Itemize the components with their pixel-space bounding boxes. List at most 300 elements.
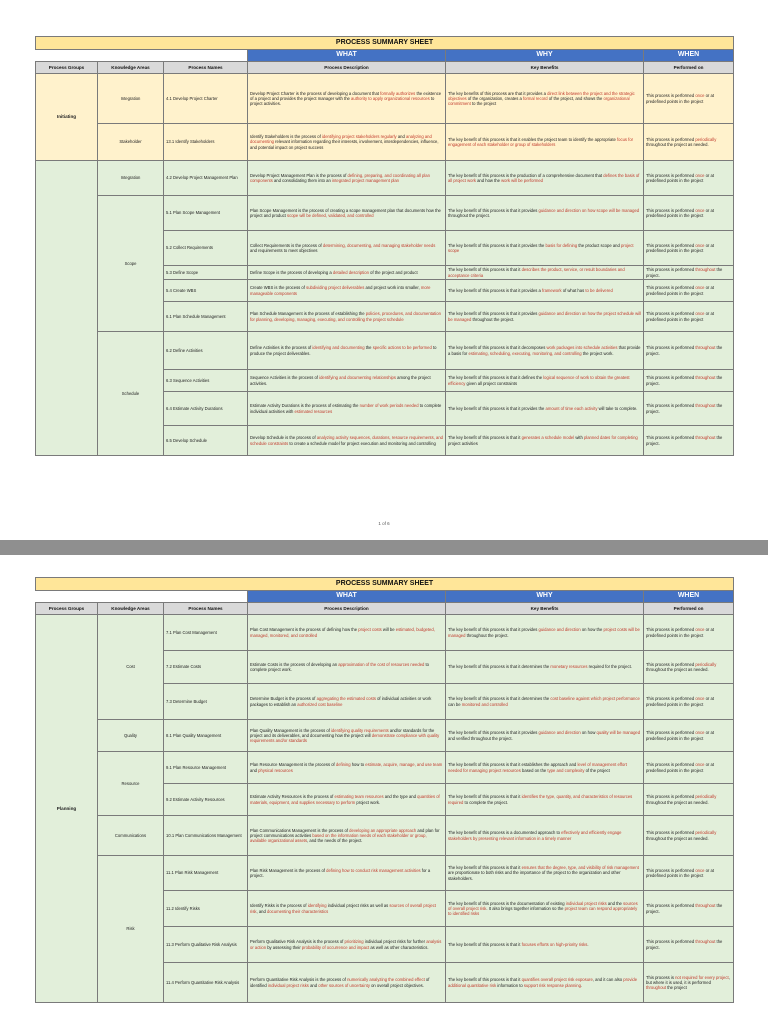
highlighted-text: once bbox=[695, 311, 705, 317]
text-segment: that provide a basis for bbox=[448, 345, 641, 356]
text-segment: and verified throughout the project. bbox=[448, 735, 513, 741]
highlighted-text: more manageable components bbox=[250, 285, 431, 296]
text-segment: or at predefined points in the project bbox=[646, 867, 714, 878]
process-description bbox=[248, 332, 446, 370]
text-segment: of individual activities or work packages to establish an bbox=[250, 696, 432, 707]
key-benefits bbox=[446, 426, 644, 456]
text-segment: Identify Risks is the process of bbox=[250, 903, 308, 909]
highlighted-text: authorized cost baseline bbox=[297, 701, 343, 707]
text-segment: Develop Schedule is the process of bbox=[250, 435, 317, 441]
text-segment: and bbox=[250, 767, 259, 773]
process-name: 4.1 Develop Project Charter bbox=[164, 74, 248, 124]
text-segment: how to bbox=[350, 762, 366, 768]
process-description bbox=[248, 816, 446, 856]
performed-on bbox=[644, 231, 734, 266]
text-segment: The key benefit of this process is that it determines the bbox=[448, 696, 551, 702]
area-schedule: Schedule bbox=[98, 332, 164, 456]
sheet-title: PROCESS SUMMARY SHEET bbox=[36, 578, 734, 591]
process-description bbox=[248, 124, 446, 161]
text-segment: throughout the project. bbox=[471, 316, 515, 322]
text-segment: of the project bbox=[584, 767, 610, 773]
process-description bbox=[248, 615, 446, 651]
what-header: WHAT bbox=[248, 50, 446, 62]
performed-on bbox=[644, 651, 734, 684]
text-segment: to project activities. bbox=[250, 95, 435, 107]
text-segment: , and the needs of the project. bbox=[307, 838, 363, 844]
text-segment: Plan Risk Management is the process of bbox=[250, 867, 327, 873]
highlighted-text: effectively and efficiently engage stakeholders by presenting relevant information in a timely manner bbox=[448, 830, 622, 841]
text-segment: project activities bbox=[448, 440, 478, 446]
highlighted-text: quality will be managed bbox=[596, 730, 641, 736]
text-segment: The key benefit of this process is that it provides a bbox=[448, 287, 543, 293]
text-segment: This process is performed bbox=[646, 830, 696, 836]
text-segment: The key benefit of this process is that it provides the bbox=[448, 405, 546, 411]
text-segment: This process is performed bbox=[646, 207, 696, 213]
highlighted-text: generates a schedule model bbox=[521, 435, 575, 441]
col-process-groups: Process Groups bbox=[36, 62, 98, 74]
highlighted-text: documenting their characteristics bbox=[267, 908, 329, 914]
text-segment: to complete the project. bbox=[463, 799, 509, 805]
col-process-names: Process Names bbox=[164, 62, 248, 74]
text-segment: throughout the project as needed. bbox=[646, 667, 709, 672]
text-segment: Perform Quantitative Risk Analysis is the process of bbox=[250, 977, 348, 983]
highlighted-text: physical resources bbox=[258, 767, 293, 773]
col-key-benefits: Key Benefits bbox=[446, 603, 644, 615]
process-description bbox=[248, 231, 446, 266]
process-description bbox=[248, 280, 446, 302]
text-segment: The key benefit of this process is that it provides bbox=[448, 207, 539, 213]
text-segment: The key benefit of this process is that it bbox=[448, 865, 522, 871]
text-segment: This process is performed bbox=[646, 661, 696, 667]
text-segment: to produce the project deliverables. bbox=[250, 345, 437, 356]
highlighted-text: defining, preparing, and coordinating all plan components bbox=[250, 172, 430, 183]
col-knowledge-areas: Knowledge Areas bbox=[98, 62, 164, 74]
highlighted-text: planned dates for completing bbox=[583, 435, 638, 441]
highlighted-text: guidance and direction bbox=[538, 730, 581, 736]
key-benefits bbox=[446, 231, 644, 266]
highlighted-text: identifying quality requirements bbox=[331, 727, 389, 733]
highlighted-text: once bbox=[695, 762, 705, 768]
header-spacer bbox=[36, 591, 248, 603]
text-segment: will be bbox=[381, 627, 396, 633]
process-description bbox=[248, 684, 446, 720]
highlighted-text: periodically bbox=[695, 661, 717, 667]
text-segment: or at predefined points in the project bbox=[646, 242, 714, 253]
text-segment: This process is performed bbox=[646, 172, 696, 178]
text-segment: This process is performed bbox=[646, 435, 696, 441]
text-segment: and consolidating them into an bbox=[272, 178, 332, 183]
highlighted-text: throughout bbox=[695, 345, 716, 351]
text-segment: This process is performed bbox=[646, 762, 696, 768]
text-segment: Identify Stakeholders is the process of bbox=[250, 134, 322, 140]
text-segment: can be bbox=[448, 701, 462, 707]
text-segment: Plan Resource Management is the process of bbox=[250, 762, 336, 768]
key-benefits bbox=[446, 161, 644, 196]
text-segment: and plan for project communications activities bbox=[250, 827, 440, 838]
key-benefits bbox=[446, 651, 644, 684]
what-header: WHAT bbox=[248, 591, 446, 603]
performed-on bbox=[644, 124, 734, 161]
text-segment: of the organization, creates a bbox=[466, 95, 523, 101]
highlighted-text: framework bbox=[542, 287, 562, 293]
text-segment: This process is performed bbox=[646, 794, 696, 800]
performed-on bbox=[644, 74, 734, 124]
highlighted-text: estimating, scheduling, executing, monitoring, and controlling bbox=[468, 350, 582, 356]
key-benefits bbox=[446, 927, 644, 963]
highlighted-text: basis for defining bbox=[545, 242, 578, 248]
process-description bbox=[248, 891, 446, 927]
text-segment: the project. bbox=[646, 939, 723, 950]
text-segment: Collect Requirements is the process of bbox=[250, 242, 323, 248]
text-segment: Estimate Activity Resources is the process of bbox=[250, 794, 335, 800]
highlighted-text: amount of time each activity bbox=[545, 405, 598, 411]
highlighted-text: focus for engagement of each stakeholder or group of stakeholders bbox=[448, 136, 634, 147]
highlighted-text: project scope bbox=[448, 242, 634, 253]
highlighted-text: determining, documenting, and managing stakeholder needs bbox=[322, 242, 436, 248]
text-segment: Develop Project Management Plan is the process of bbox=[250, 172, 348, 178]
text-segment: the project work. bbox=[581, 350, 614, 356]
text-segment: This process is performed bbox=[646, 93, 696, 99]
highlighted-text: level of management effort needed for managing project resources bbox=[448, 762, 627, 773]
text-segment: This process is performed bbox=[646, 627, 696, 633]
highlighted-text: type and complexity bbox=[547, 767, 585, 773]
why-header: WHY bbox=[446, 591, 644, 603]
text-segment: individual project risks as well as bbox=[326, 903, 390, 909]
area-stakeholder: Stakeholder bbox=[98, 124, 164, 161]
process-name: 6.3 Sequence Activities bbox=[164, 370, 248, 392]
text-segment: and requirements to meet objectives bbox=[250, 248, 318, 253]
highlighted-text: work packages into schedule activities bbox=[546, 345, 618, 351]
performed-on bbox=[644, 752, 734, 784]
text-segment: will take to complete. bbox=[597, 405, 638, 411]
performed-on bbox=[644, 280, 734, 302]
text-segment: Sequence Activities is the process of bbox=[250, 375, 320, 381]
performed-on bbox=[644, 302, 734, 332]
text-segment: Plan Cost Management is the process of defining how the bbox=[250, 627, 359, 633]
process-description bbox=[248, 784, 446, 816]
highlighted-text: throughout bbox=[695, 435, 716, 441]
text-segment: or at predefined points in the project bbox=[646, 93, 714, 104]
highlighted-text: monitored and controlled bbox=[461, 701, 508, 707]
sheet-title: PROCESS SUMMARY SHEET bbox=[36, 37, 734, 50]
text-segment: Estimate Activity Durations is the process of estimating the bbox=[250, 403, 360, 409]
text-segment: Define Scope is the process of developing a bbox=[250, 269, 333, 275]
text-segment: the bbox=[364, 345, 373, 351]
highlighted-text: formal record bbox=[522, 95, 548, 101]
process-name: 5.2 Collect Requirements bbox=[164, 231, 248, 266]
area-integration: Integration bbox=[98, 161, 164, 196]
highlighted-text: policies, procedures, and documentation for planning, developing, managing, executing, and controlling the project schedule bbox=[250, 311, 441, 322]
text-segment: or at predefined points in the project bbox=[646, 762, 714, 773]
performed-on bbox=[644, 370, 734, 392]
performed-on bbox=[644, 816, 734, 856]
text-segment: , and bbox=[256, 908, 267, 914]
process-name: 9.2 Estimate Activity Resources bbox=[164, 784, 248, 816]
highlighted-text: probability of occurrence and impact bbox=[301, 944, 370, 950]
highlighted-text: focuses efforts on high-priority risks bbox=[521, 941, 588, 947]
area-communications: Communications bbox=[98, 816, 164, 856]
text-segment: on how bbox=[580, 730, 597, 736]
process-description bbox=[248, 74, 446, 124]
key-benefits bbox=[446, 124, 644, 161]
text-segment: required for the project. bbox=[587, 664, 632, 670]
text-segment: or at predefined points in the project bbox=[646, 696, 714, 707]
process-summary-sheet bbox=[35, 36, 733, 456]
col-performed-on: Performed on bbox=[644, 603, 734, 615]
highlighted-text: identifying bbox=[307, 903, 327, 909]
text-segment: . bbox=[587, 941, 589, 947]
highlighted-text: once bbox=[695, 627, 705, 633]
text-segment: throughout the project as needed. bbox=[646, 799, 709, 805]
highlighted-text: once bbox=[695, 696, 705, 702]
text-segment: This process is performed bbox=[646, 136, 696, 142]
highlighted-text: once bbox=[695, 285, 705, 291]
text-segment: , and it can also bbox=[592, 977, 624, 983]
highlighted-text: quantifies overall project risk exposure bbox=[521, 977, 593, 983]
key-benefits bbox=[446, 856, 644, 891]
highlighted-text: authority to apply organizational resources bbox=[351, 95, 430, 101]
text-segment: The key benefit of this process is the documentation of existing bbox=[448, 900, 566, 906]
text-segment: or at predefined points in the project bbox=[646, 311, 714, 322]
text-segment: Define Activities is the process of bbox=[250, 345, 313, 351]
text-segment: among the project activities. bbox=[250, 375, 431, 386]
text-segment: to complete individual activities with bbox=[250, 403, 442, 414]
area-quality: Quality bbox=[98, 720, 164, 752]
col-process-names: Process Names bbox=[164, 603, 248, 615]
highlighted-text: once bbox=[695, 867, 705, 873]
highlighted-text: ensures that the degree, type, and visibility of risk management bbox=[521, 865, 639, 871]
highlighted-text: project costs bbox=[358, 627, 382, 633]
highlighted-text: logical sequence of work to obtain the greatest efficiency bbox=[448, 375, 630, 386]
key-benefits bbox=[446, 266, 644, 280]
text-segment: throughout the project. bbox=[448, 213, 490, 218]
performed-on bbox=[644, 161, 734, 196]
text-segment: the project bbox=[666, 985, 687, 991]
highlighted-text: direct link between the project and the strategic objectives bbox=[448, 90, 635, 101]
text-segment: to create a schedule model for project execution and monitoring and controlling bbox=[288, 440, 436, 446]
highlighted-text: throughout bbox=[695, 903, 716, 909]
process-description bbox=[248, 963, 446, 1003]
text-segment: The key benefit of this process is that it decomposes bbox=[448, 345, 547, 351]
highlighted-text: specific actions to be performed bbox=[372, 345, 432, 351]
text-segment: This process is performed bbox=[646, 311, 696, 317]
highlighted-text: estimated resources bbox=[294, 408, 333, 414]
process-description bbox=[248, 856, 446, 891]
text-segment: Plan Quality Management is the process of bbox=[250, 727, 331, 733]
area-integration: Integration bbox=[98, 74, 164, 124]
document-page-2 bbox=[0, 555, 768, 1024]
text-segment: relevant information regarding their interests, involvement, interdependencies, influence, and potential impact on project success bbox=[250, 139, 439, 150]
area-risk: Risk bbox=[98, 856, 164, 1003]
highlighted-text: provide additional quantitative risk bbox=[448, 977, 638, 988]
text-segment: Estimate Costs is the process of developing an bbox=[250, 661, 339, 667]
text-segment: and the type and bbox=[383, 794, 418, 800]
text-segment: This process is performed bbox=[646, 375, 696, 381]
text-segment: on overall project objectives. bbox=[369, 982, 424, 988]
process-description bbox=[248, 266, 446, 280]
highlighted-text: throughout bbox=[695, 267, 716, 273]
text-segment: This process is performed bbox=[646, 345, 696, 351]
text-segment: or at predefined points in the project bbox=[646, 285, 714, 296]
highlighted-text: to be delivered bbox=[585, 287, 613, 293]
performed-on bbox=[644, 266, 734, 280]
process-name: 7.1 Plan Cost Management bbox=[164, 615, 248, 651]
key-benefits bbox=[446, 816, 644, 856]
process-name: 11.1 Plan Risk Management bbox=[164, 856, 248, 891]
highlighted-text: identifying project stakeholders regularly bbox=[321, 134, 397, 140]
process-name: 7.2 Estimate Costs bbox=[164, 651, 248, 684]
text-segment: The key benefit of this process is a documented approach to bbox=[448, 830, 562, 836]
highlighted-text: identifying and documenting bbox=[312, 345, 365, 351]
highlighted-text: work will be performed bbox=[501, 178, 543, 183]
highlighted-text: throughout bbox=[695, 939, 716, 945]
text-segment: of the project, and shows the bbox=[547, 95, 604, 101]
process-name: 8.1 Plan Quality Management bbox=[164, 720, 248, 752]
performed-on bbox=[644, 615, 734, 651]
col-key-benefits: Key Benefits bbox=[446, 62, 644, 74]
text-segment: This process is performed bbox=[646, 285, 696, 291]
text-segment: individual project risks for further bbox=[363, 939, 427, 945]
text-segment: Perform Qualitative Risk Analysis is the process of bbox=[250, 939, 345, 945]
highlighted-text: formally authorizes bbox=[380, 90, 416, 96]
text-segment: The key benefit of this process is that it bbox=[448, 794, 522, 800]
area-cost: Cost bbox=[98, 615, 164, 720]
highlighted-text: analyzing activity sequences, durations, resource requirements, and schedule constraints bbox=[250, 435, 443, 446]
highlighted-text: defining bbox=[335, 762, 351, 768]
key-benefits bbox=[446, 963, 644, 1003]
key-benefits bbox=[446, 370, 644, 392]
performed-on bbox=[644, 891, 734, 927]
when-header: WHEN bbox=[644, 50, 734, 62]
process-name: 6.1 Plan Schedule Management bbox=[164, 302, 248, 332]
text-segment: with bbox=[574, 435, 584, 441]
text-segment: are proportionate to both risks and the importance of the project to the organization and other stakeholders. bbox=[448, 870, 621, 881]
highlighted-text: once bbox=[695, 730, 705, 736]
group-planning: Planning bbox=[36, 615, 98, 1003]
process-summary-sheet bbox=[35, 577, 733, 1003]
text-segment: the project. bbox=[646, 903, 723, 914]
text-segment: and bbox=[308, 982, 319, 988]
key-benefits bbox=[446, 891, 644, 927]
text-segment: The key benefit of this process is that it bbox=[448, 977, 522, 983]
col-knowledge-areas: Knowledge Areas bbox=[98, 603, 164, 615]
text-segment: This process is performed bbox=[646, 242, 696, 248]
highlighted-text: analysis or action bbox=[250, 939, 442, 950]
text-segment: to the project bbox=[470, 101, 497, 107]
highlighted-text: defining how to conduct risk management activities bbox=[326, 867, 421, 873]
text-segment: The key benefit of this process is that it enables the project team to identify the appropriate bbox=[448, 136, 617, 142]
text-segment: the existence of a project and provides the project manager with the bbox=[250, 90, 442, 101]
text-segment: throughout the project as needed. bbox=[646, 835, 709, 841]
text-segment: for a project. bbox=[250, 867, 431, 878]
text-segment: throughout the project as needed. bbox=[646, 142, 709, 147]
highlighted-text: once bbox=[695, 242, 705, 248]
key-benefits bbox=[446, 302, 644, 332]
text-segment: Plan Scope Management is the process of creating a scope management plan that documents how the project and product bbox=[250, 207, 441, 218]
highlighted-text: throughout bbox=[646, 985, 667, 991]
key-benefits bbox=[446, 615, 644, 651]
highlighted-text: periodically bbox=[695, 794, 717, 800]
highlighted-text: aggregating the estimated costs bbox=[316, 696, 376, 702]
performed-on bbox=[644, 332, 734, 370]
text-segment: This process is performed bbox=[646, 730, 696, 736]
highlighted-text: estimating team resources bbox=[334, 794, 384, 800]
highlighted-text: periodically bbox=[695, 136, 717, 142]
highlighted-text: defines the basis of all project work bbox=[448, 172, 640, 183]
text-segment: the project. bbox=[646, 345, 723, 356]
text-segment: . bbox=[580, 982, 583, 988]
text-segment: This process is performed bbox=[646, 403, 696, 409]
text-segment: and bbox=[396, 134, 406, 140]
text-segment: This process is performed bbox=[646, 939, 696, 945]
highlighted-text: project costs will be managed bbox=[448, 627, 640, 638]
highlighted-text: approximation of the cost of resources needed bbox=[338, 661, 425, 667]
key-benefits bbox=[446, 74, 644, 124]
performed-on bbox=[644, 963, 734, 1003]
highlighted-text: based on the information needs of each stakeholder or group, available organizational assets bbox=[250, 832, 427, 844]
group-planning bbox=[36, 161, 98, 456]
key-benefits bbox=[446, 684, 644, 720]
area-scope: Scope bbox=[98, 196, 164, 332]
text-segment: information to bbox=[496, 982, 524, 988]
highlighted-text: number of work periods needed bbox=[359, 403, 419, 409]
process-name: 6.5 Develop Schedule bbox=[164, 426, 248, 456]
highlighted-text: support risk response planning bbox=[523, 982, 581, 988]
highlighted-text: estimated, budgeted, managed, monitored, and controlled bbox=[250, 627, 435, 638]
highlighted-text: identifies the type, quantity, and characteristics of resources required bbox=[448, 794, 633, 805]
text-segment: or at predefined points in the project bbox=[646, 627, 714, 638]
key-benefits bbox=[446, 196, 644, 231]
highlighted-text: analyzing and documenting bbox=[250, 134, 432, 145]
performed-on bbox=[644, 684, 734, 720]
highlighted-text: sources of overall project risk bbox=[448, 900, 638, 911]
col-performed-on: Performed on bbox=[644, 62, 734, 74]
text-segment: and/or standards for the project and its deliverables, and documenting how the project will bbox=[250, 727, 435, 738]
process-description bbox=[248, 161, 446, 196]
text-segment: and the bbox=[606, 900, 624, 906]
col-process-description: Process Description bbox=[248, 62, 446, 74]
process-description bbox=[248, 927, 446, 963]
text-segment: This process is bbox=[646, 974, 676, 980]
process-description bbox=[248, 752, 446, 784]
key-benefits bbox=[446, 392, 644, 426]
key-benefits bbox=[446, 332, 644, 370]
text-segment: by assessing their bbox=[266, 944, 302, 950]
when-header: WHEN bbox=[644, 591, 734, 603]
performed-on bbox=[644, 720, 734, 752]
why-header: WHY bbox=[446, 50, 644, 62]
text-segment: given all project constraints bbox=[465, 380, 518, 386]
process-name: 6.4 Estimate Activity Durations bbox=[164, 392, 248, 426]
text-segment: the project. bbox=[646, 267, 723, 278]
text-segment: and project work into smaller, bbox=[364, 285, 421, 291]
group-initiating: Initiating bbox=[36, 74, 98, 161]
col-process-groups: Process Groups bbox=[36, 603, 98, 615]
process-description bbox=[248, 302, 446, 332]
text-segment: Develop Project Charter is the process of developing a document that bbox=[250, 90, 381, 96]
text-segment: based on the bbox=[520, 767, 548, 773]
highlighted-text: describes the product, service, or result boundaries and acceptance criteria bbox=[448, 267, 625, 278]
text-segment: or at predefined points in the project bbox=[646, 730, 714, 741]
text-segment: the project. bbox=[646, 435, 723, 446]
highlighted-text: individual project risks bbox=[565, 900, 607, 906]
process-description bbox=[248, 392, 446, 426]
process-name: 5.3 Define Scope bbox=[164, 266, 248, 280]
key-benefits bbox=[446, 280, 644, 302]
text-segment: The key benefit of this process is that it defines the bbox=[448, 375, 544, 381]
text-segment: of identified bbox=[250, 977, 430, 988]
highlighted-text: estimate, acquire, manage, and use team bbox=[365, 762, 443, 768]
